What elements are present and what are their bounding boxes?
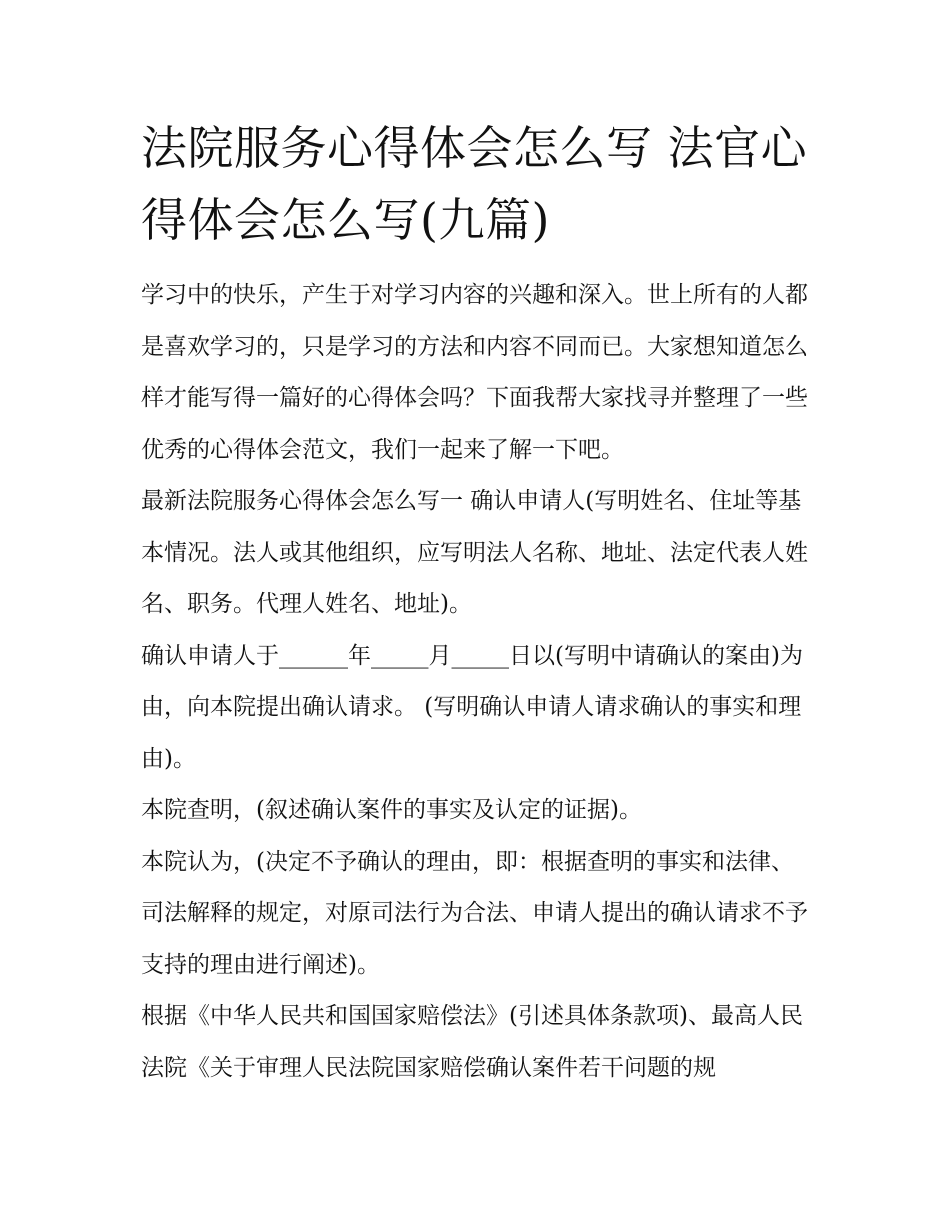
document-body [141,112,813,1094]
paragraph-findings: 本院查明，(叙述确认案件的事实及认定的证据)。 [141,797,642,823]
paragraph-applicant: 最新法院服务心得体会怎么写一 确认申请人(写明姓名、住址等基本情况。法人或其他组织，应写明法人名称、地址、法定代表人姓名、职务。代理人姓名、地址)。 [141,488,808,617]
paragraph-legal-basis: 根据《中华人民共和国国家赔偿法》(引述具体条款项)、最高人民法院《关于审理人民法院国家赔偿确认案件若干问题的规 [141,1003,803,1081]
paragraph-request: 确认申请人于______年_____月_____日以(写明中请确认的案由)为由，向本院提出确认请求。 (写明确认申请人请求确认的事实和理由)。 [141,642,803,772]
paragraph-opinion: 本院认为，(决定不予确认的理由，即：根据查明的事实和法律、司法解释的规定，对原司法行为合法、申请人提出的确认请求不予支持的理由进行阐述)。 [141,848,808,978]
document-title: 法院服务心得体会怎么写 法官心得体会怎么写(九篇) [141,121,808,247]
paragraph-intro: 学习中的快乐，产生于对学习内容的兴趣和深入。世上所有的人都是喜欢学习的，只是学习的方法和内容不同而已。大家想知道怎么样才能写得一篇好的心得体会吗？下面我帮大家找寻并整理了一些优秀的心得体会范文，我们一起来了解一下吧。 [141,282,808,463]
